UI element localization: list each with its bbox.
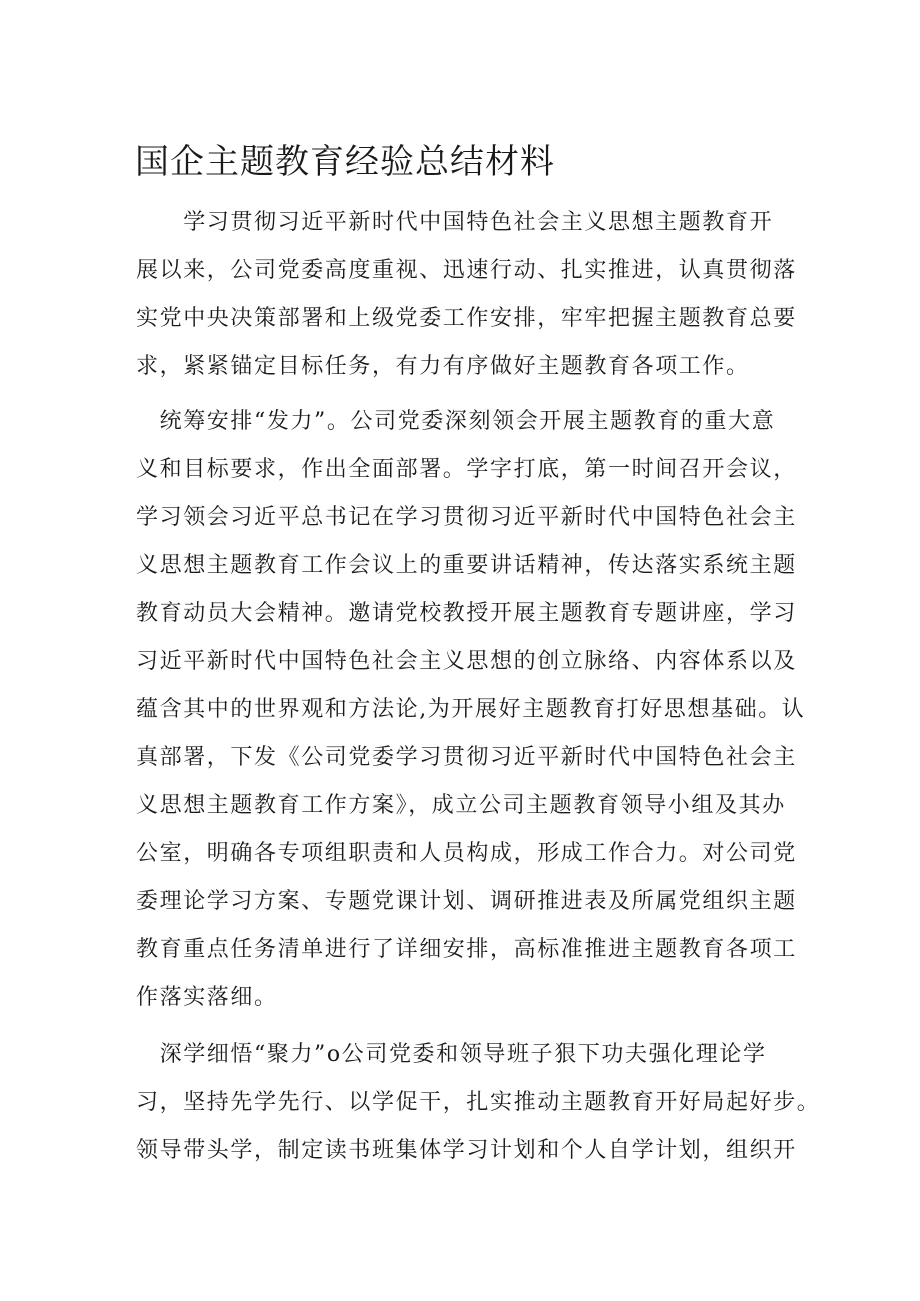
paragraph-line: 委理论学习方案、专题党课计划、调研推进表及所属党组织主题	[136, 889, 797, 914]
paragraph-line: 实党中央决策部署和上级党委工作安排，牢牢把握主题教育总要	[136, 306, 797, 331]
paragraph-line: 蕴含其中的世界观和方法论,为开展好主题教育打好思想基础。认	[136, 697, 806, 722]
paragraph-line: 学习贯彻习近平新时代中国特色社会主义思想主题教育开	[136, 210, 774, 235]
paragraph-line: 学习领会习近平总书记在学习贯彻习近平新时代中国特色社会主	[136, 505, 797, 530]
paragraph-line: 展以来，公司党委高度重视、迅速行动、扎实推进，认真贯彻落	[136, 258, 797, 283]
paragraph-line: 真部署，下发《公司党委学习贯彻习近平新时代中国特色社会主	[136, 745, 797, 770]
paragraph-line: 义思想主题教育工作方案》，成立公司主题教育领导小组及其办	[136, 793, 786, 818]
paragraph-line: 教育动员大会精神。邀请党校教授开展主题教育专题讲座，学习	[136, 601, 797, 626]
paragraph-line: 习，坚持先学先行、以学促干，扎实推动主题教育开好局起好步。	[136, 1090, 821, 1115]
paragraph-line: 深学细悟“聚力”o公司党委和领导班子狠下功夫强化理论学	[136, 1042, 767, 1067]
paragraph-line: 统筹安排“发力”。公司党委深刻领会开展主题教育的重大意	[136, 409, 776, 434]
paragraph-line: 义思想主题教育工作会议上的重要讲话精神，传达落实系统主题	[136, 553, 797, 578]
paragraph-line: 教育重点任务清单进行了详细安排，高标准推进主题教育各项工	[136, 937, 797, 962]
document-title: 国企主题教育经验总结材料	[135, 142, 555, 182]
paragraph-line: 求，紧紧锚定目标任务，有力有序做好主题教育各项工作。	[136, 354, 750, 379]
paragraph-intro	[136, 199, 836, 391]
paragraph-line: 领导带头学，制定读书班集体学习计划和个人自学计划，组织开	[136, 1138, 797, 1163]
paragraph-line: 作落实落细。	[136, 985, 278, 1010]
paragraph-line: 习近平新时代中国特色社会主义思想的创立脉络、内容体系以及	[136, 649, 797, 674]
paragraph-deep-study	[136, 1031, 836, 1175]
paragraph-line: 义和目标要求，作出全面部署。学字打底，第一时间召开会议，	[136, 457, 797, 482]
paragraph-line: 公室，明确各专项组职责和人员构成，形成工作合力。对公司党	[136, 841, 797, 866]
paragraph-coordination	[136, 398, 836, 1022]
